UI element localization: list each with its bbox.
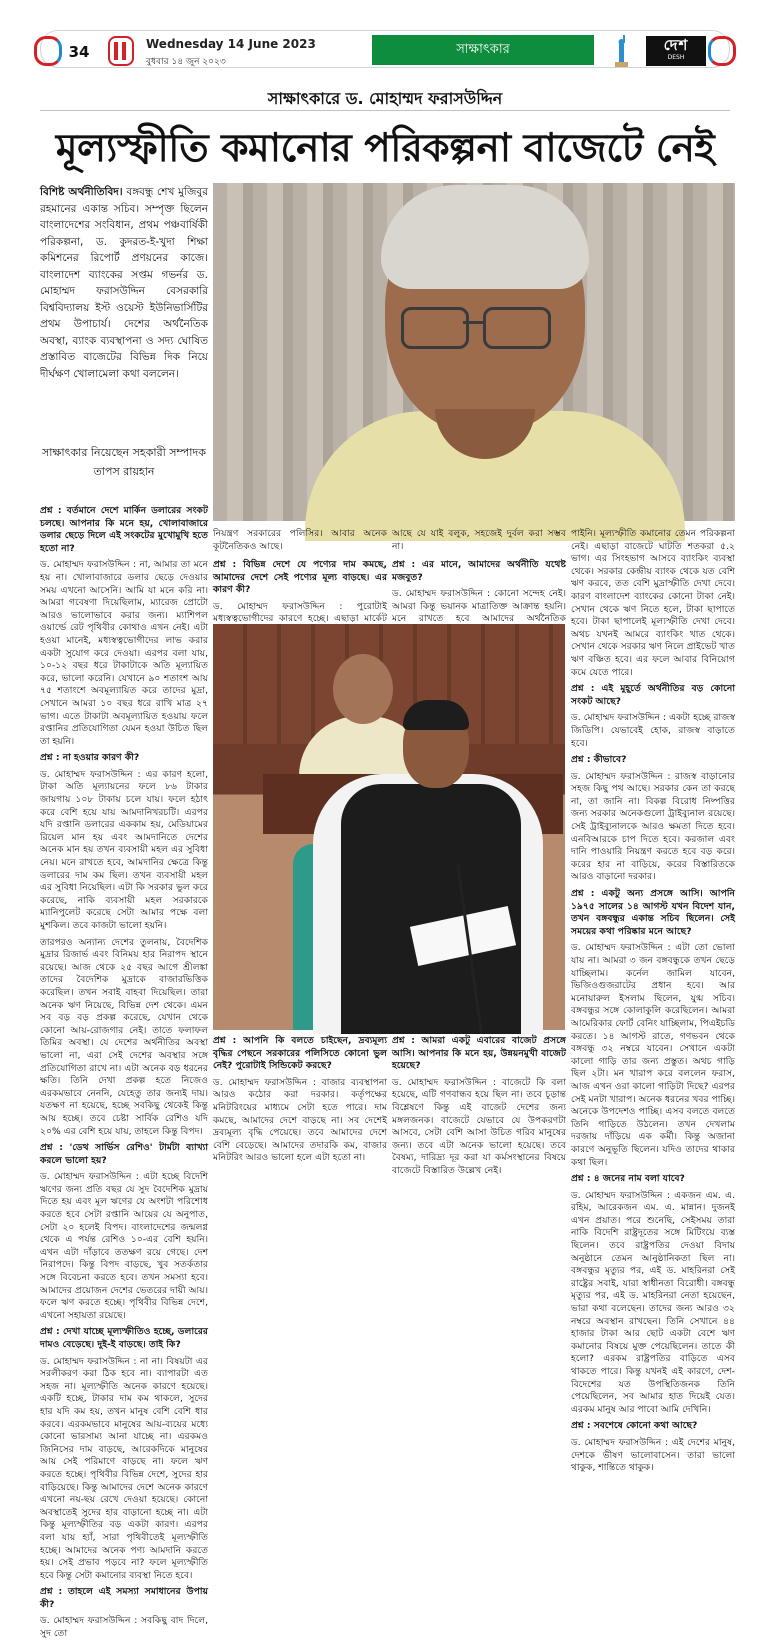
interview-answer: ড. মোহাম্মদ ফরাসউদ্দিন : না না। বিষয়টা এর সরলীকরণ করা ঠিক হবে না। ব্যাপারটা এত সহজ না। মূল্যস্ফীতি অনেক কারণে হয়েছে। একটি হচ্ছে, টাকার দাম কম থাকলে, সুদের হার যদি কম হয়, তখন মানুষ বেশি বেশি ধার করবে। এরকমভাবে মানুষের আয়-ব্যয়ের মধ্যে কোনো ভারসাম্য আনা যাচ্ছে না। এরকমও জিনিসের দাম বাড়ছে, আরেকদিকে মানুষের আয় সেই পরিমাণে বাড়ছে না। ফলে ঋণ করতে হচ্ছে। পৃথিবীর বিভিন্ন দেশে, সুদের হার বাড়িয়েছে। কিন্তু আমাদের দেশে অনেক কারণে এখনো নয়-ছয় রেখে দেওয়া হয়েছে। কোনো অবস্থাতেই সুদের হার বাড়ানো হচ্ছে না। এটা কিন্তু মূল্যস্ফীতির বড় একটা কারণ। এরপর বলা যায় হ্যাঁ, সারা পৃথিবীতেই মূল্যস্ফীতি হচ্ছে। আমাদের অনেক পণ্য আমদানি করতে হয়। সেই প্রভাব পড়বে না? ফলে মূল্যস্ফীতি হবে কিন্তু সেটা কমানোর ব্যবস্থা নিতে হবে। (40, 1355, 208, 1581)
interview-question: প্রশ্ন : এর মানে, আমাদের অর্থনীতি যথেষ্ট মজবুত? (392, 559, 566, 583)
article-column-2-top (213, 528, 387, 550)
interview-question: প্রশ্ন : দেখা যাচ্ছে মূল্যস্ফীতিও হচ্ছে, ডলারের দামও বেড়েছে। দুই-ই বাড়ছে। তাই কি? (40, 1326, 208, 1350)
interview-question: প্রশ্ন : 'ডেথ সার্ভিস রেশিও' টার্মটা ব্যাখ্যা করলে ভালো হয়? (40, 1142, 208, 1166)
article-headline: মূল্যস্ফীতি কমানোর পরিকল্পনা বাজেটে নেই (55, 125, 715, 171)
interview-answer: ড. মোহাম্মদ ফরাসউদ্দিন : পুরোটাই মধ্যস্বত্বভোগীদের কারণে হচ্ছে। এছাড়া মার্কেট (213, 600, 387, 625)
interview-question: প্রশ্ন : আপনি কি বলতে চাইছেন, দ্রব্যমূল্য বৃদ্ধির পেছনে সরকারের পলিসিতে কোনো ভুল নেই? পুরোটাই সিন্ডিকেট করছে? (213, 1035, 387, 1072)
intro-text: বঙ্গবন্ধু শেখ মুজিবুর রহমানের একান্ত সচিব। সম্পৃক্ত ছিলেন বাংলাদেশের সংবিধান, প্রথম পঞ্চবার্ষিকী পরিকল্পনা, ড. কুদরত-ই-খুদা শিক্ষা কমিশনের রিপোর্ট প্রণয়নের কাজে। বাংলাদেশ ব্যাংকের সপ্তম গভর্নর ড. মোহাম্মদ ফরাসউদ্দিন বেসরকারি বিশ্ববিদ্যালয় ইস্ট ওয়েস্ট ইউনিভার্সিটির প্রথম উপাচার্য। দেশের অর্থনৈতিক অবস্থা, ব্যাংক ব্যবস্থাপনা ও সদ্য ঘোষিত প্রস্তাবিত বাজেটের বিভিন্ন দিক নিয়ে দীর্ঘক্ষণ খোলামেলা কথা বললেন। (40, 186, 209, 380)
byline-author: তাপস রায়হান (93, 465, 155, 478)
interview-question: প্রশ্ন : তাহলে এই সমস্যা সমাধানের উপায় কী? (40, 1586, 208, 1610)
right-ornament-icon (708, 36, 736, 66)
article-column-3-bottom (392, 1035, 566, 1176)
interview-answer: তারপরও অন্যান্য দেশের তুলনায়, বৈদেশিক মুদ্রার রিজার্ভ এবং বিনিময় হার নিরাপদ স্থানে রয়েছে। আজ থেকে ২৫ বছর আগে শ্রীলঙ্কা তাদের বৈদেশিক মুদ্রাকে বাজারভিত্তিক করেছিল। তখন সবাই বাহবা দিয়েছিল। তারা অনেক ঋণ নিয়েছে, বিভিন্ন দেশ থেকে। এমন সব বড় বড় প্রকল্প করেছে, যেখান থেকে কোনো আয়-রোজগার নেই। তাতে ফলাফল তিমির অবস্থা। যে দেশের অর্থনীতির অবস্থা ভালো না, এরা সেই দেশের অবস্থার সঙ্গে প্রতিযোগিতা রাখে না। এটা অনেক বড় ধরনের ক্ষতি। তিনি দেখা প্রকল্প হতে নিজেও এরকমভাবে নেননি, যেহেতু তার জন্যই দায়। যতক্ষণ না হয়েছে, হচ্ছে সবকিছু থেকেই কিন্তু আয় হচ্ছে। তবে চেষ্টা সার্বিক রেশিও যদি ২০% এর বেশি হয়ে যায়, তাহলে কিন্তু বিপদ। (40, 936, 208, 1137)
section-label: সাক্ষাৎকার (372, 35, 594, 65)
interview-question: প্রশ্ন : একটু অন্য প্রসঙ্গে আসি। আপনি ১৯৭৫ সালের ১৪ আগস্ট যখন বিদেশ যান, তখন বঙ্গবন্ধুর একান্ত সচিব ছিলেন। সেই সময়ের কথা পরিষ্কার মনে আছে? (571, 888, 735, 937)
interview-question: প্রশ্ন : বিভিন্ন দেশে যে পণ্যের দাম কমছে, আমাদের দেশে সেই পণ্যের মূল্য বাড়ছে। এর কারণ কী? (213, 559, 387, 596)
article-column-2-bottom (213, 1035, 387, 1164)
interview-answer: ড. মোহাম্মদ ফরাসউদ্দিন : একজন এম. এ. রহিম, আরেকজন এম. এ. মান্নান। দুজনই এখন প্রয়াত। পরে শুনেছি, সেইসময় তারা নাকি বিদেশি রাষ্ট্রদূতের সঙ্গে মিটিংয়ে ব্যস্ত ছিলেন। তবে রাষ্ট্রপতির দেওয়া বিদায় অনুষ্ঠানে তেমন আনুষ্ঠানিকতা ছিল না। বঙ্গবন্ধুর মৃত্যুর পর, এই ড. মাহরিনরা সেই রাষ্ট্রের সবাই, যারা স্বাধীনতা বিরোধী। বঙ্গবন্ধু মৃত্যুর পর, এই ড. মাহরিনরা নেতা হয়েছেন, ভারা কথা বলেছেন। তাদের জন্য আরও ৩২ নম্বরে অবস্থান রাখছেন। তিনি সেখানে ৪৪ হাজার টাকা আর ছোট একটা বেশে ঋণ কমানোর বিষয়ে মুক্ত পেয়েছিলেন। তাতে কী হলো? এরকম রাষ্ট্রপতির বাড়িতে এসব থাকতে পারে। কিন্তু যখনই এই কারণে, দেশ-বিদেশের যত উপস্থিতিজনক তিনি পেয়েছিলেন, সব আমার হাত দিয়েই যেত। এরকম মানুষ আর পাবো আমি দেখিনি। (571, 1189, 735, 1415)
byline (40, 444, 208, 482)
logo-text: দেশ (663, 36, 689, 54)
paragraph: নিয়ন্ত্রণ সরকারের পলিসির। আবার অনেক কূটনৈতিকও আছে। (213, 528, 387, 552)
interview-answer: ড. মোহাম্মদ ফরাসউদ্দিন : এর কারণ হলো, টাকা অতি মূল্যায়নের ফলে ৮৬ টাকার জায়গায় ১০৮ টাকায় চলে যায়। ফলে হঠাৎ করে বেশি হয়ে যায় আমদানিখরচটি। এরপর যদি রপ্তানি ডলারের এককাম হয়, মেডিয়ামের রিয়েল মান হয় এবং আমদানিতে দেশের অনেক মান হয় তখন ব্যবসায়ী মহল এর সুবিধা নেয়। মনে রাখতে হবে, আমদানির ক্ষেত্রে কিন্তু ডলারের দাম কম ছিল। তখন ব্যবসায়ী মহল এর সুবিধা নিয়েছিল। এটা কি সরকার ভুল করে করেছে, নাকি ব্যবসায়ী মহল সরকারকে ম্যানিপুলেট করেছে সেটা আমার পক্ষে বলা মুশকিল। তবে কাজটা ভালো হয়নি। (40, 768, 208, 931)
desh-logo (646, 36, 706, 66)
interview-question: প্রশ্ন : আমরা একটু এবারের বাজেট প্রসঙ্গে আসি। আপনার কি মনে হয়, উন্নয়নমুখী বাজেট হয়েছে? (392, 1035, 566, 1072)
left-ornament-icon (34, 36, 62, 66)
interview-question: প্রশ্ন : কীভাবে? (571, 754, 627, 766)
logo-subtext: DESH (667, 54, 685, 61)
interview-question: প্রশ্ন : ৪ জনের নাম বলা যাবে? (571, 1173, 685, 1185)
date-bengali: বুধবার ১৪ জুন ২০২৩ (146, 57, 226, 67)
interview-answer: ড. মোহাম্মদ ফরাসউদ্দিন : কোনো সন্দেহ নেই। আমরা কিন্তু ভয়ানক মাত্রাতিক্ত আক্রান্ত হয়নি। মনে রাখতে হবে আমাদের অর্থনৈতিক (392, 588, 566, 625)
interview-question: প্রশ্ন : সবশেষে কোনো কথা আছে? (571, 1420, 698, 1432)
article-column-2-mid (213, 559, 387, 625)
interview-answer: ড. মোহাম্মদ ফরাসউদ্দিন : বাজার ব্যবস্থাপনা আরও কঠোর করা দরকার। কর্তৃপক্ষের মনিটরিংয়ের মাধ্যমে সেটা হতে পারে। দাম কমছে, আমাদের দেশে বাড়ছে না। সব দেশেই দ্রব্যমূল্য বৃদ্ধি পেয়েছে। তবে আমাদের দেশে বেশি বেড়েছে। আমাদের তদারকি কম, বাজার মনিটরিং আরও ভালো হলে এটা হতো না। (213, 1076, 387, 1164)
article-kicker: সাক্ষাৎকারে ড. মোহাম্মদ ফরাসউদ্দিন (267, 89, 503, 108)
pause-ornament-icon (108, 36, 134, 66)
interviewee-portrait-photo (213, 183, 735, 521)
page-header (0, 0, 770, 80)
divider (40, 110, 730, 111)
interview-answer: ড. মোহাম্মদ ফরাসউদ্দিন : একটা হচ্ছে রাজস্ব জিডিপি। যেভাবেই হোক, রাজস্ব বাড়াতে হবে। (571, 712, 735, 749)
interview-answer: ড. মোহাম্মদ ফরাসউদ্দিন : রাজস্ব বাড়ানোর সহজ কিছু পথ আছে। সরকার কেন তা করছে না, তা জানি না। বিকল্প বিরোধ নিষ্পত্তির জন্য সরকার অনেকগুলো ট্রাইব্যুনাল রয়েছে। সেই ট্রাইব্যুনালকে আরও ক্ষমতা দিতে হবে। এনবিআরকে চাপ দিতে হবে। করজাল এবং দানি পাওয়ারি নিয়ন্ত্রণ করতে হবে বড় করে। করের হার না বাড়িয়ে, করের বিস্তারিতকে আরও বাড়ানো দরকার। (571, 770, 735, 883)
interview-answer: ড. মোহাম্মদ ফরাসউদ্দিন : বাজেটে কি বলা হয়েছে, এটি গণবান্ধব হয়ে ছিল না। তবে চূড়ান্ত বিশ্লেষণে কিন্তু এই বাজেট দেশের জন্য মঙ্গলজনক। বাজেটে যেভাবে যে উপকরণটা আসবে, সেটা বেশি আসা উচিত গরিব মানুষের জন্য। তবে এটা অনেক ভালো হয়েছে। তবে বৈষম্য, দারিদ্র্য দূর করা যা কর্মসংস্থানের বিষয়ে বাজেটে বিস্তারিত উল্লেখ নেই। (392, 1076, 566, 1176)
paragraph: আছে যে যাই বলুক, সহজেই দুর্বল করা সম্ভব না। (392, 528, 566, 552)
page-number: 34 (68, 43, 90, 61)
interview-answer: ড. মোহাম্মদ ফরাসউদ্দিন : সবকিছু বাদ দিলে, সুদ তো (40, 1615, 208, 1640)
interview-question: প্রশ্ন : বর্তমানে দেশে মার্কিন ডলারের সংকট চলছে। আপনার কি মনে হয়, খোলাবাজারে ডলার ছেড়ে দিলে এই সংকটের মুখোমুখি হতে হতো না? (40, 505, 208, 554)
statue-of-liberty-icon (607, 34, 635, 68)
date-english: Wednesday 14 June 2023 (146, 37, 316, 51)
article-column-4 (571, 528, 735, 1474)
interview-question: প্রশ্ন : এই মুহূর্তে অর্থনীতির বড় কোনো সংকট আছে? (571, 683, 735, 707)
byline-role: সাক্ষাৎকার নিয়েছেন সহকারী সম্পাদক (42, 446, 206, 459)
parliament-budget-photo (213, 624, 565, 1030)
interview-answer: ড. মোহাম্মদ ফরাসউদ্দিন : এটা হচ্ছে বিদেশি ঋণের জন্য প্রতি বছর যে সুদ বৈদেশিক মুদ্রায় দিতে হয় এবং মূল ঋণের যে অংশটা পরিশোধ করতে হবে সেটা রপ্তানি আয়ের যে অনুপাত, সেটা ২০ হলেই বিপদ। বাংলাদেশের জন্মলগ্ন থেকে এ পর্যন্ত রেশিও ১০-এর বেশি হয়নি। এখন এটা দাঁড়াবে ততক্ষণ রয়ে গেছে। দেশ নিরাপদে। কিন্তু বিপদ বাড়ছে, খুব সতর্কতার সঙ্গে বিবেচনা করতে হবে। তখন সমস্যা হবে। আমাদের প্রয়োজন দেশের ভেতরের দায়ী আয়। ফলে ঋণ করতে হচ্ছে। পৃথিবীর বিভিন্ন দেশে, এখনো সহায়তা রয়েছে। (40, 1171, 208, 1321)
article-column-3-top (392, 528, 566, 550)
interview-answer: ড. মোহাম্মদ ফরাসউদ্দিন : এটা তো ভোলা যায় না। আমরা ৩ জন বঙ্গবন্ধুকে তখন ছেড়ে যাচ্ছিলাম। কর্নেল জামিল যাবেন, ভিজিওগুজরাটের প্রধান হবে। আর মনোয়ারুল ইসলাম ছিলেন, যুগ্ম সচিব। বঙ্গবন্ধুর সঙ্গে কোলাকুলি করেছিলেন। আমরা আমেরিকার ফোর্ট বেনিং যাচ্ছিলাম, পিএইচডি করতে। ১৪ আগস্ট রাতে, গণভবন থেকে বঙ্গবন্ধু ৩২ নম্বরে যাবেন। সেখানে একটা কালো গাড়ি তার জন্য প্রস্তুত। অথচ গাড়ি ছিল ২টা। মন খারাপ করে বললেন ফরাস, আজ এখন ওরা কালো গাড়িটা দিছে? এরপর সেই মনটা খারাপ। অনেক ধরনের খবর পাচ্ছি। অনেকে উপদেশও পাচ্ছি। এসব বলতে বলতে তিনি গাড়িতে উঠলেন। তখন দেখলাম দরজায় দাঁড়িয়ে এক কর্মী। কিন্তু অজানা কারণে অনুভূতি ছিলেন। যদিও তাদের থাকার কথা ছিল। (571, 942, 735, 1168)
article-column-3-mid (392, 559, 566, 625)
article-column-1 (40, 505, 208, 1640)
intro-lead: বিশিষ্ট অর্থনীতিবিদ। (40, 186, 123, 198)
interview-answer: পাইনি। মূল্যস্ফীতি কমানোর তেমন পরিকল্পনা নেই। এছাড়া বাজেটে ঘাটতি শতকরা ৫.২ ভাগ। এর সিংহভাগ আসবে ব্যাংকিং ব্যবস্থা থেকে। সরকার কেন্দ্রীয় ব্যাংক থেকে যত বেশি ঋণ করবে, তত বেশি মুদ্রাস্ফীতি দেখা দেবে। কারণ বাংলাদেশ ব্যাংকের কোনো টাকা নেই। সেখান থেকে ঋণ নিতে হলে, টাকা ছাপাতে হবে। টাকা ছাপালেই মূল্যস্ফীতি দেখা দেবে। অথচ যখনই আমরে ব্যাংকিং খাত থেকে। সেখান থেকে সরকার ঋণ নিলে প্রাইভেট খাত ঋণ বঞ্চিত হবে। এর ফলে আবার বিনিয়োগ কমে যেতে পারে। (571, 528, 735, 678)
interview-answer: ড. মোহাম্মদ ফরাসউদ্দিন : এই দেশের মানুষ, দেশকে ভীষণ ভালোবাসেন। তারা ভালো থাকুক, শান্তিতে থাকুক। (571, 1436, 735, 1474)
interview-question: প্রশ্ন : না হওয়ার কারণ কী? (40, 752, 140, 764)
interview-answer: ড. মোহাম্মদ ফরাসউদ্দিন : না, আমার তা মনে হয় না। খোলাবাজারে ডলার ছেড়ে দেওয়ার সময় এখনো আসেনি। আমি যা মনে করি না। আমরা গবেষণা দিয়েছিলাম, ম্যারেজ প্রোটো আরও ভালোভাবে করার জন্য। ম্যাশিপল ওয়ার্ল্ডে রেট পৃথিবীর কোথাও এখন নেই। এটা হওয়া মানেই, মধ্যস্বত্বভোগীদের লাভ করার একটা সুযোগ করে দেওয়া। এরপর বলা যায়, ১০-১২ বছর ধরে টাকাটাকে অতি মূল্যায়িত করে, ভালো করেনি। যেখানে ৯০ শতাংশ আয় ৭৫ শতাংশে অবমূল্যায়িত করে তাদের মুদ্রা, সেখানে আমরা ১০ বছর ধরে রাখি মাত্র ২৭ ভাগ। এতে টাকাটা অবমূল্যায়িত হওয়ায় ফলে রপ্তানির প্রতিযোগিতা যেমন হওয়া উচিত ছিল তা হয়নি। (40, 559, 208, 747)
